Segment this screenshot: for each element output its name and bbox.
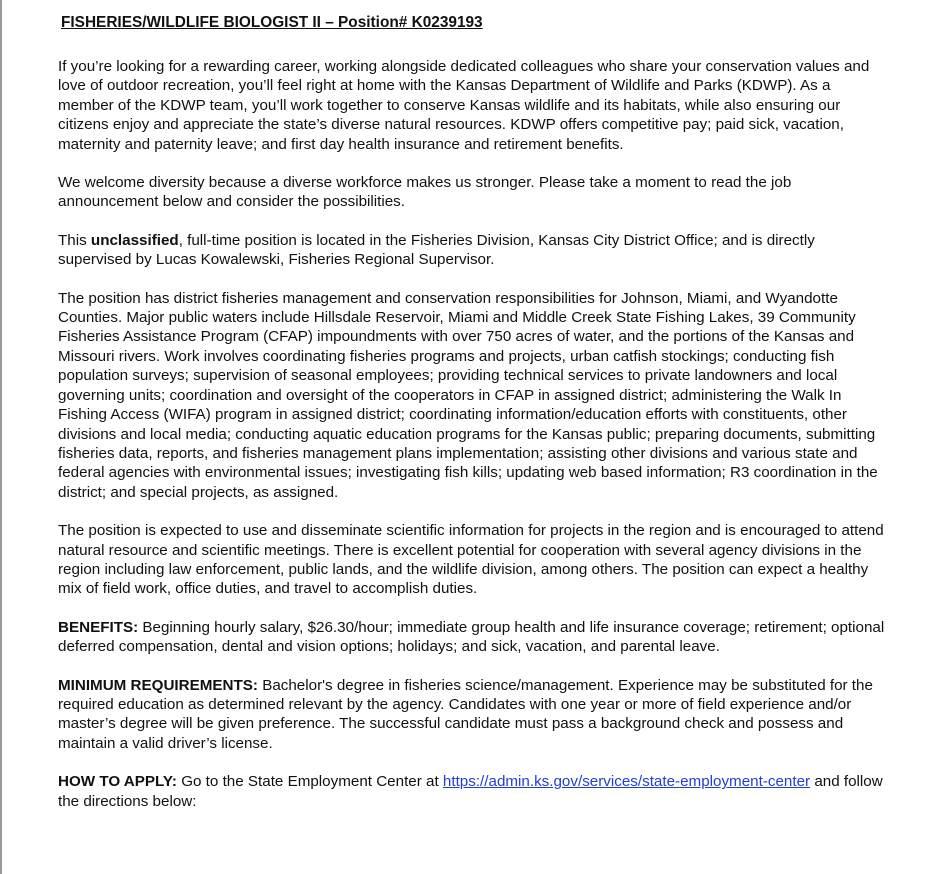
benefits-label: BENEFITS: (58, 618, 139, 636)
expectations-paragraph: The position is expected to use and disseminate scientific information for projects in the region and is encouraged to attend natural resource and scientific meetings. There is excellent potential for cooperation with several agency divisions in the region including law enforcement, public lands, and the wildlife division, among others. The position can expect a healthy mix of field work, office duties, and travel to accomplish duties. (58, 522, 884, 598)
requirements-label: MINIMUM REQUIREMENTS: (58, 676, 258, 694)
requirements-text: Bachelor's degree in fisheries science/management. Experience may be substituted for the required education as determined relevant by the agency. Candidates with one year or more of field experience and/or master’s degree will be given preference. The successful candidate must pass a background check and possess and maintain a valid driver’s license. (58, 676, 873, 752)
unclassified-label: unclassified (90, 231, 179, 249)
diversity-paragraph: We welcome diversity because a diverse workforce makes us stronger. Please take a moment to read the job announcement below and consider the possibilities. (58, 174, 792, 211)
benefits-paragraph (58, 618, 888, 657)
spacer (58, 599, 888, 618)
position-title: FISHERIES/WILDLIFE BIOLOGIST II – Position# K0239193 (61, 14, 483, 31)
apply-text-pre: Go to the State Employment Center at (176, 773, 443, 791)
benefits-text: Beginning hourly salary, $26.30/hour; immediate group health and life insurance coverage; retirement; optional deferred compensation, dental and vision options; holidays; and sick, vacation, and parental leave. (58, 618, 885, 656)
position-text-post: , full-time position is located in the Fisheries Division, Kansas City District Office; and is directly supervised by Lucas Kowalewski, Fisheries Regional Supervisor. (58, 231, 815, 269)
apply-paragraph (58, 772, 888, 811)
job-announcement-document (58, 13, 888, 811)
spacer (58, 212, 888, 231)
spacer (58, 270, 888, 289)
position-text-pre: This (58, 231, 91, 249)
state-employment-center-link[interactable]: https://admin.ks.gov/services/state-employment-center (442, 773, 811, 791)
apply-label: HOW TO APPLY: (58, 773, 177, 791)
spacer (58, 657, 888, 676)
spacer (58, 502, 888, 521)
intro-paragraph: If you’re looking for a rewarding career, working alongside dedicated colleagues who share your conservation values and love of outdoor recreation, you’ll feel right at home with the Kansas Department of Wildlife and Parks (KDWP). As a member of the KDWP team, you’ll work together to conserve Kansas wildlife and its habitats, while also ensuring our citizens enjoy and appreciate the state’s diverse natural resources. KDWP offers competitive pay; paid sick, vacation, maternity and paternity leave; and first day health insurance and retirement benefits. (58, 58, 870, 153)
apply-text-post: and follow the directions below: (58, 773, 883, 810)
requirements-paragraph (58, 676, 888, 754)
page-left-border (0, 0, 2, 874)
spacer (58, 154, 888, 173)
spacer (58, 33, 888, 57)
spacer (58, 753, 888, 772)
position-paragraph (58, 231, 888, 270)
duties-paragraph: The position has district fisheries management and conservation responsibilities for Johnson, Miami, and Wyandotte Counties. Major public waters include Hillsdale Reservoir, Miami and Middle Creek State Fishing Lakes, 39 Community Fisheries Assistance Program (CFAP) impoundments with over 750 acres of water, and the portions of the Kansas and Missouri rivers. Work involves coordinating fisheries programs and projects, urban catfish stockings; conducting fish population surveys; supervision of seasonal employees; providing technical services to private landowners and local governing units; coordination and oversight of the cooperators in CFAP in assigned district; administering the Walk In Fishing Access (WIFA) program in assigned district; coordinating information/education efforts with constituents, other divisions and local media; conducting aquatic education programs for the Kansas public; preparing documents, submitting fisheries data, reports, and fisheries management plans implementation; assisting other divisions and various state and federal agencies with environmental issues; investigating fish kills; updating web based information; R3 coordination in the district; and special projects, as assigned. (58, 289, 878, 501)
